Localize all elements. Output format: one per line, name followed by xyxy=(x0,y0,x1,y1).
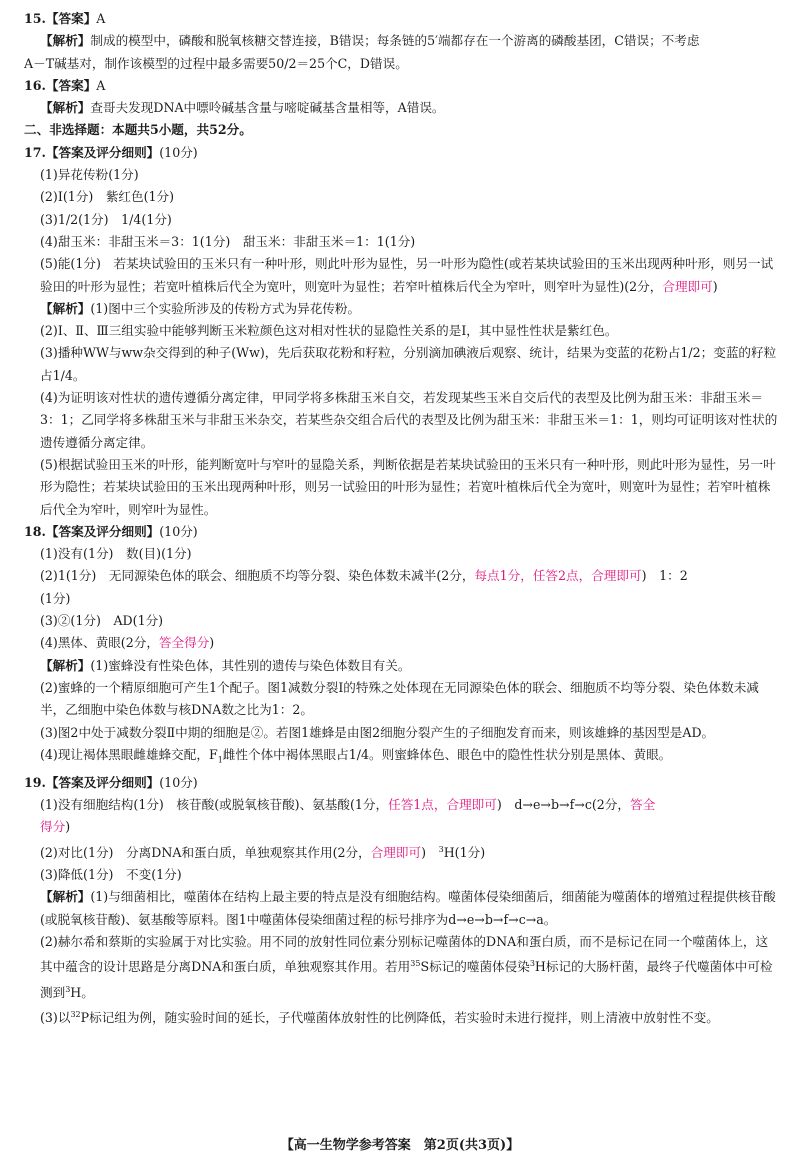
text-line xyxy=(24,655,778,677)
text-run: (5)根据试验田玉米的叶形，能判断宽叶与窄叶的显隐关系，判断依据是若某块试验田的玉米只有一种叶形，则此叶形为显性，另一叶形为隐性；若某块试验田的玉米出现两种叶形，则另一试验田的叶形为显性；若宽叶植株后代全为宽叶，则宽叶为显性；若窄叶植株后代全为窄叶，则窄叶为显性。 xyxy=(40,456,776,517)
superscript: 35 xyxy=(410,959,421,969)
text-run: (2)Ⅰ(1分) 紫红色(1分) xyxy=(40,189,175,205)
text-line xyxy=(24,588,778,610)
text-run: A xyxy=(96,77,106,93)
answer-content xyxy=(24,8,778,1030)
text-run: (2)赫尔希和蔡斯的实验属于对比实验。用不同的放射性同位素分别标记噬菌体的DNA和蛋白质，而不是标记在同一个噬菌体上，这其中蕴含的设计思路是分离DNA和蛋白质，单独观察其作用。若用 xyxy=(40,933,769,975)
text-run: ) xyxy=(65,819,71,835)
text-run: (10分) xyxy=(159,774,198,790)
text-paragraph xyxy=(24,931,778,1004)
text-run: (2)蜜蜂的一个精原细胞可产生1个配子。图1减数分裂Ⅰ的特殊之处体现在无同源染色体的联会、细胞质不均等分裂、染色体数未减半，乙细胞中染色体数与核DNA数之比为1：2。 xyxy=(40,679,759,718)
text-run: H(1分) xyxy=(443,844,486,860)
section-label: 【解析】 xyxy=(40,300,91,316)
text-run: (3)以 xyxy=(40,1010,71,1026)
section-label: 二、非选择题：本题共5小题，共52分。 xyxy=(24,122,252,138)
grading-note: 答全得分 xyxy=(158,635,210,651)
text-line xyxy=(24,75,778,97)
text-run: (3)播种WW与ww杂交得到的种子(Ww)，先后获取花粉和籽粒，分别滴加碘液后观察、统计，结果为变蓝的花粉占1/2；变蓝的籽粒占1/4。 xyxy=(40,345,777,383)
text-run: (1)图中三个实验所涉及的传粉方式为异花传粉。 xyxy=(90,300,361,316)
text-line xyxy=(24,209,778,231)
text-line xyxy=(24,839,778,864)
text-line xyxy=(24,30,778,52)
text-line xyxy=(24,164,778,186)
text-line xyxy=(24,632,778,654)
text-run: ) xyxy=(209,635,215,651)
text-run: (1)与细菌相比，噬菌体在结构上最主要的特点是没有细胞结构。噬菌体侵染细菌后，细菌能为噬菌体的增殖过程提供核苷酸(或脱氧核苷酸)、氨基酸等原料。图1中噬菌体侵染细菌过程的标号排序为d→e→b→f→c→a。 xyxy=(40,889,776,927)
text-line xyxy=(24,772,778,794)
grading-note: 每点1分，任答2点，合理即可 xyxy=(474,568,642,584)
text-line xyxy=(24,610,778,632)
grading-note: 合理即可 xyxy=(370,844,422,860)
text-run: (4)现让褐体黑眼雌雄蜂交配，F xyxy=(40,746,218,762)
text-run: (3)②(1分) AD(1分) xyxy=(40,613,164,629)
text-line xyxy=(24,565,778,587)
text-line xyxy=(24,320,778,342)
grading-note: 得分 xyxy=(40,819,66,835)
text-paragraph xyxy=(24,886,778,931)
text-run: (10分) xyxy=(159,144,198,160)
section-label: 【解析】 xyxy=(40,889,91,905)
text-run: (1)没有细胞结构(1分) 核苷酸(或脱氧核苷酸)、氨基酸(1分， xyxy=(40,796,389,812)
text-run: (1分) xyxy=(40,590,71,606)
text-run: H标记的大肠杆菌，最终子代噬菌体中可检测到 xyxy=(40,959,773,1000)
text-run: P标记组为例，随实验时间的延长，子代噬菌体放射性的比例降低，若实验时未进行搅拌，则上清液中放射性不变。 xyxy=(80,1010,719,1026)
text-run: (1)异花传粉(1分) xyxy=(40,167,139,183)
text-line xyxy=(24,231,778,253)
text-run: ) d→e→b→f→c(2分， xyxy=(496,796,630,812)
text-line xyxy=(24,97,778,119)
text-line xyxy=(24,142,778,164)
text-line xyxy=(24,119,778,141)
section-label: 16.【答案】 xyxy=(24,77,97,93)
text-line xyxy=(24,53,778,75)
text-run: A－T碱基对，制作该模型的过程中最多需要50/2＝25个C，D错误。 xyxy=(24,55,408,71)
text-run: ) 1：2 xyxy=(641,568,688,584)
text-run: (4)为证明该对性状的遗传遵循分离定律，甲同学将多株甜玉米自交，若发现某些玉米自交后代的表型及比例为甜玉米：非甜玉米＝3：1；乙同学将多株甜玉米与非甜玉米杂交，若某些杂交组合后代的表型及比例为甜玉米：非甜玉米＝1：1，则均可证明该对性状的遗传遵循分离定律。 xyxy=(40,390,778,450)
text-line xyxy=(24,298,778,320)
superscript: 3 xyxy=(438,844,444,854)
section-label: 15.【答案】 xyxy=(24,11,97,26)
text-run: (5)能(1分) 若某块试验田的玉米只有一种叶形，则此叶形为显性，另一叶形为隐性(或若某块试验田的玉米出现两种叶形，则另一试验田的叶形为显性；若宽叶植株后代全为宽叶，则宽叶为显性；若窄叶植株后代全为窄叶，则窄叶为显性)(2分， xyxy=(40,256,774,294)
text-paragraph xyxy=(24,722,778,744)
text-run: A xyxy=(96,11,106,26)
text-paragraph xyxy=(24,454,778,521)
grading-note: 答全 xyxy=(629,796,656,812)
text-run: (1)蜜蜂没有性染色体，其性别的遗传与染色体数目有关。 xyxy=(90,657,411,673)
text-run: S标记的噬菌体侵染 xyxy=(420,959,530,975)
section-label: 17.【答案及评分细则】 xyxy=(24,144,160,160)
text-run: (2)对比(1分) 分离DNA和蛋白质，单独观察其作用(2分， xyxy=(40,844,371,860)
text-run: (3)降低(1分) 不变(1分) xyxy=(40,866,182,882)
text-line xyxy=(24,543,778,565)
section-label: 【解析】 xyxy=(40,33,91,49)
superscript: 3 xyxy=(65,984,71,994)
text-run: 雌性个体中褐体黑眼占1/4。则蜜蜂体色、眼色中的隐性性状分别是黑体、黄眼。 xyxy=(222,746,672,762)
text-run: ) xyxy=(712,278,718,294)
superscript: 32 xyxy=(70,1010,81,1020)
text-run: 查哥夫发现DNA中嘌呤碱基含量与嘧啶碱基含量相等，A错误。 xyxy=(90,100,445,116)
subscript: 1 xyxy=(217,755,223,765)
text-line xyxy=(24,186,778,208)
text-line xyxy=(24,744,778,772)
text-line xyxy=(24,521,778,543)
text-run: (2)1(1分) 无同源染色体的联会、细胞质不均等分裂、染色体数未减半(2分， xyxy=(40,568,475,584)
page-footer: 【高一生物学参考答案 第2页(共3页)】 xyxy=(280,1138,520,1153)
text-line xyxy=(24,8,778,30)
section-label: 18.【答案及评分细则】 xyxy=(24,523,160,539)
text-run: (10分) xyxy=(159,523,198,539)
section-label: 19.【答案及评分细则】 xyxy=(24,774,160,790)
text-paragraph xyxy=(24,342,778,387)
text-run: (1)没有(1分) 数(目)(1分) xyxy=(40,546,192,562)
superscript: 3 xyxy=(529,959,535,969)
section-label: 【解析】 xyxy=(40,100,91,116)
text-run: ) xyxy=(421,844,439,860)
text-run: (3)1/2(1分) 1/4(1分) xyxy=(40,211,172,227)
text-paragraph xyxy=(24,677,778,722)
section-label: 【解析】 xyxy=(40,657,91,673)
text-run: 制成的模型中，磷酸和脱氧核糖交替连接，B错误；每条链的5′端都存在一个游离的磷酸基团，C错误；不考虑 xyxy=(90,33,700,49)
text-line xyxy=(24,864,778,886)
text-run: (4)甜玉米：非甜玉米＝3：1(1分) 甜玉米：非甜玉米＝1：1(1分) xyxy=(40,233,416,249)
text-run: (3)图2中处于减数分裂Ⅱ中期的细胞是②。若图1雄蜂是由图2细胞分裂产生的子细胞发育而来，则该雄蜂的基因型是AD。 xyxy=(40,724,715,740)
grading-note: 合理即可 xyxy=(662,278,713,294)
text-paragraph xyxy=(24,1004,778,1029)
text-paragraph xyxy=(24,387,778,454)
text-run: (4)黑体、黄眼(2分， xyxy=(40,635,159,651)
text-paragraph xyxy=(24,253,778,298)
text-line xyxy=(24,816,778,838)
grading-note: 任答1点，合理即可 xyxy=(388,796,497,812)
text-run: (2)Ⅰ、Ⅱ、Ⅲ三组实验中能够判断玉米粒颜色这对相对性状的显隐性关系的是Ⅰ，其中显性性状是紫红色。 xyxy=(40,323,618,339)
text-line xyxy=(24,794,778,816)
text-run: H。 xyxy=(70,984,94,1000)
